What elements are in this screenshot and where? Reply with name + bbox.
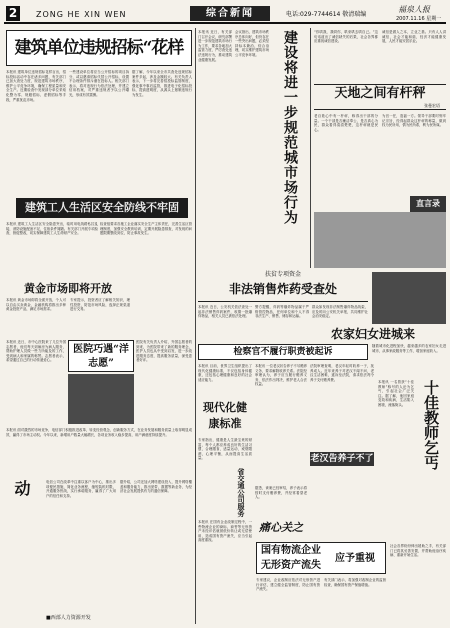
headline: 建筑单位违规招标“花样 [14,38,184,58]
headline-box [68,340,134,372]
section-title: 综合新闻 [190,6,270,21]
headline-line-2: 无形资产流失 [261,560,321,571]
newspaper-logo: 福泉人报 [398,5,430,14]
article-old-man [310,452,374,466]
masthead-contact: 电话:029-7744614 敬清瑞编 [286,11,367,18]
article-safety-banner [16,198,188,218]
article-body: 本报讯 近日，公安机关依法查处一起非法销售炸药案件，收缴一批爆炸物品，相关人员已被依法处理。 [198,305,252,319]
headline-side: 应予重视 [335,553,375,564]
vertical-headline: 动 [12,480,31,496]
article-body: 检查组要求各施工企业落实安全生产主体责任，完善生活区管理制度，加强安全教育培训，定期开展隐患排查，对发现的问题限期整改到位，防止事故发生。 [100,222,192,236]
masthead [4,4,446,24]
headline: 医院巧遇“洋志愿” [73,344,129,369]
headline: 检察官不履行职责被起诉 [233,347,333,357]
article-explosives [198,270,368,302]
article-body: 据介绍，公司还加大网络建设投入，提升网络覆盖和服务能力，推出宽带、数据等新业务，为经济社会发展提供有力的通信保障。 [120,480,192,494]
article-body: “你哄我，我哄你，哄来哄去哄自己。”这句话道出了诚信缺失的后果，社会各界都应重视诚信建设。 [314,30,378,44]
article-body: 有关部门表示，将加强对改制企业的监督检查，确保国有资产保值增值。 [324,578,386,587]
headline: 痛心关之 [259,521,303,534]
article-body: 随着城市化进程加快，越来越多的农家妇女走进城市，从事家政服务等工作，增加家庭收入。 [372,344,446,353]
article-regulate-market [272,30,308,266]
article-body: 社会各界纷纷伸出援助之手，有关部门已将其妥善安置，并帮助他治疗疾病、重新开始生活。 [390,544,446,558]
article-body: 本报讯 近日，市中心医院来了几位外国志愿者，他们每天到病房为病人服务，帮助护理人员做一些力所能及的工作，受到病人和家属的称赞。志愿者表示，希望通过自己的行动传递爱心。 [6,340,66,363]
article-body: 电信公司在改革中注重以客户为中心，推出多项便民措施，简化业务流程，缩短装机时限，开通服务热线，实行承诺服务，赢得了广大用户的信任和支持。 [46,480,116,498]
article-body: 警方提醒，炸药等爆炸物品属于严格管控物品，任何单位和个人不得非法生产、销售、储存和运输。 [255,305,309,319]
page-number: 2 [6,6,20,21]
article-body: 专家建议，企业改制应依法对无形资产进行评估，建立健全监管制度，防止国有资产流失。 [256,578,320,592]
article-body: 一些建设单位将应当公开招标的项目拆分，或以邀请招标代替公开招标，设置不合理条件排斥潜在投标人。相关部门表示，将对违规行为依法处理，并建立信用档案，对严重违规者予以公开曝光，形成有效震慑。 [69,70,129,97]
article-body: 医院有关负责人介绍，外国志愿者的到来，为医院带来了新的服务理念，医护人员也从中受到启发，进一步改进服务态度，提高服务质量，深受患者好评。 [136,340,192,363]
article-body: 据了解，今年以来全市共查处违规招标案件多起，涉及金额较大。有关负责人表示，下一步将完善招投标监管制度，强化事中事后监管，推进电子化招标投标，提高透明度，从源头上遏制违规行为发生。 [132,70,192,97]
article-health [198,400,252,436]
headline-line-1: 国有物流企业 [261,545,321,556]
headline: 农家妇女进城来 [330,327,415,341]
article-body: 本报讯 目前，世界卫生组织提出了现代化健康标准，不仅包括身体健康，还包括心理健康和良好的社会适应能力。 [198,364,252,382]
vertical-headline: 省交通公司服务 [237,468,246,517]
byline: 张曼宏语 [424,103,440,108]
kicker: 扶贫专项资金 [264,271,301,278]
tag-label: 直言录 [416,199,440,208]
article-body: 本报讯 一名曾获“十佳教师”称号的人沦为乞丐，引起社会广泛关注。据了解，他因家庭变故和疾病，生活陷入困境，流落街头。 [378,380,414,407]
article-body: 据悉，该案已经审结，养子表示将按时支付赡养费，并经常看望老人。 [255,486,307,500]
article-body: 本报讯 在国有企业改制过程中，一些物流企业的商标、商誉等无形资产未经评估就被低价转让或无偿使用，造成国有资产流失，应当引起高度重视。 [198,520,252,543]
headline: 老汉告养子不了 [310,454,374,464]
article-heartache [255,518,307,538]
article-body: 本报讯 面对激烈的市场竞争，电信部门积极推进改革，转变经营观念，创新服务方式，在业务发展和服务质量上取得明显成效，赢得了市场主动权。今年以来，新增用户数量大幅增长，各项业务收入稳步提高，用户满意度持续提升。 [6,428,192,437]
article-teacher [416,380,446,540]
article-body: 本报讯 一位老汉状告养子不尽赡养义务，要求解除收养关系。法院经审理认为，养子应当履行赡养义务，依法作出判决，维护老人合法权益。 [255,364,307,387]
article-body: 本报讯 近日，有关部门召开会议，研究部署进一步规范建筑市场行为工作，要求各地加大监管力度，严厉查处违法违规行为，推动建筑业健康发展。 [198,30,232,62]
article-body: 专家提示，投资者应了解相关知识，理性投资，防范市场风险，选择正规渠道进行交易。 [70,298,130,312]
column-rule [310,28,311,268]
article-body: 本报讯 建筑工人生活区安全隐患突出，临时用电线路私拉乱接，消防设施配备不足，住宿条件简陋。有关部门开展专项检查，督促整改，切实保障建筑工人生命财产安全。 [6,222,98,236]
article-body: 专家指出，健康是人生最宝贵的财富，每个人都应养成良好的生活习惯，合理膳食，适量运动，戒烟限酒，心理平衡，从而提高生活质量。 [198,438,252,461]
column-rule [195,28,196,624]
article-logistics [256,542,386,574]
opinion-tag [410,196,446,212]
article-rural-women [300,326,446,342]
article-body: 法院审理查明，老汉年轻时收养一子，抚养成人。近年来养子对老汉不闻不问，老汉生活困难，遂诉至法院，请求依法判令养子支付赡养费。 [310,364,374,382]
article-body: 会议指出，建筑市场秩序总体向好，但仍存在一些突出问题，必须坚持标本兼治、综合治理，切实维护建筑市场公平竞争环境。 [235,30,269,57]
article-body: 本报讯 黄金市场即将全面开放，个人可以自由买卖黄金，金融机构将推出多种黄金投资产品，满足市场需求。 [6,298,66,312]
article-body: 群众如发现非法制售爆炸物品线索，应及时向公安机关举报，共同维护社会治安稳定。 [312,305,368,319]
article-body: 诚信是做人之本，立业之基。只有人人讲诚信，社会才能和谐，经济才能健康发展，人民才能安居乐业。 [382,30,446,44]
vertical-headline: 建设将进一步规范城市场行为 [282,30,298,225]
footer-credit: ■西部人力资源开发 [46,615,91,621]
headline: 建筑工人生活区安全防线不牢固 [25,201,179,214]
article-telecom [6,480,42,624]
issue-date: 2007.11.16 星期一 [396,16,442,22]
article-transport [236,468,252,518]
vertical-headline: 十佳教师乞丐 [422,380,440,470]
article-body: 为官一任，造福一方。领导干部要时刻牢记宗旨，经得起群众这杆秤的称量，做到权为民所用，情为民所系，利为民所谋。 [382,114,446,128]
rural-women-photo [372,272,446,324]
volunteer-photo [68,374,134,424]
article-gold-market [6,282,130,296]
news-photo [314,212,446,268]
masthead-pinyin: ZONG HE XIN WEN [36,10,127,19]
article-body: 老百姓心中有一杆秤，称得出干部的分量。一个干部是否廉洁奉公、是否真心为民，群众看得清清楚楚，这杆秤就是民心。 [314,114,378,132]
article-body: 本报讯 建筑单位违规招标花样百出，招标投标活动中存在诸多问题，有关部门已加大查处力度，规范建筑市场秩序，维护公平竞争环境，确保工程质量和安全生产。近期检查中发现部分单位采取化整为零、规避招标、虚假招标等手段，严重扰乱市场。 [6,70,66,102]
article-prosecutor [198,344,368,360]
column-scale-heading [314,84,446,110]
headline: 现代化健康标准 [203,401,247,430]
headline: 黄金市场即将开放 [24,282,112,295]
article-illegal-bidding [6,30,192,66]
headline: 非法销售炸药受查处 [228,282,337,296]
headline: 天地之间有杆秤 [334,86,426,101]
